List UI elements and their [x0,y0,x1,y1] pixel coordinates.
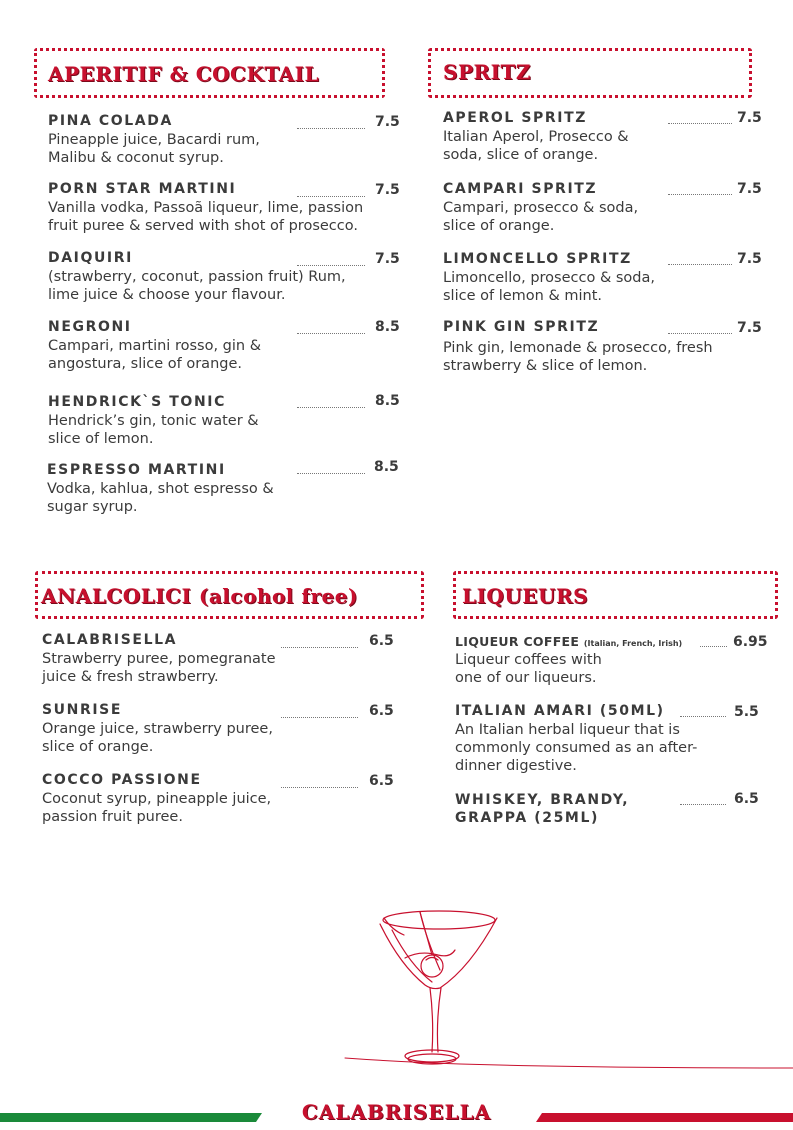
item-name: CALABRISELLA [42,632,178,648]
item-name-text: LIQUEUR COFFEE [455,634,580,649]
menu-item [443,110,743,164]
item-price: 6.5 [369,773,394,789]
leader-dots [297,407,365,408]
leader-dots [297,128,365,129]
item-name: PORN STAR MARTINI [48,181,237,197]
leader-dots [281,787,358,788]
item-description: Limoncello, prosecco & soda, slice of lemon & mint. [443,270,655,304]
item-price: 7.5 [375,182,400,198]
menu-item [443,251,743,305]
item-name: WHISKEY, BRANDY, GRAPPA (25ML) [455,792,630,826]
item-name: PINA COLADA [48,113,173,129]
leader-dots [281,717,358,718]
leader-dots [668,123,732,124]
item-description: Campari, martini rosso, gin & angostura, slice of orange. [48,338,261,372]
item-name: ESPRESSO MARTINI [47,462,226,478]
item-name: DAIQUIRI [48,250,133,266]
leader-dots [680,804,726,805]
leader-dots [297,196,365,197]
item-name: HENDRICK`S TONIC [48,394,226,410]
leader-dots [297,265,365,266]
menu-item [455,634,755,687]
aperitif-title: APERITIF & COCKTAIL [48,62,320,86]
leader-dots [668,264,732,265]
item-name: SUNRISE [42,702,123,718]
item-description: Orange juice, strawberry puree, slice of orange. [42,721,273,755]
menu-item [48,113,383,167]
item-price: 5.5 [734,704,759,720]
item-price: 8.5 [375,319,400,335]
item-price: 7.5 [737,110,762,126]
item-description: Vodka, kahlua, shot espresso & sugar syrup. [47,481,274,515]
menu-item [48,394,383,448]
menu-item [455,791,685,827]
item-name: PINK GIN SPRITZ [443,319,600,335]
leader-dots [668,194,732,195]
item-name: COCCO PASSIONE [42,772,202,788]
item-price: 7.5 [737,181,762,197]
item-description: (strawberry, coconut, passion fruit) Rum, lime juice & choose your flavour. [48,269,346,303]
item-price: 7.5 [737,251,762,267]
menu-item [42,772,387,826]
item-price: 6.5 [369,633,394,649]
item-price: 6.5 [369,703,394,719]
footer-brand: CALABRISELLA [301,1100,492,1124]
item-name: ITALIAN AMARI (50ML) [455,703,665,719]
item-description: Coconut syrup, pineapple juice, passion fruit puree. [42,791,272,825]
item-name: LIMONCELLO SPRITZ [443,251,632,267]
menu-item [48,250,383,304]
item-price: 6.95 [733,634,768,650]
leader-dots [297,333,365,334]
leader-dots [680,716,726,717]
item-description: Strawberry puree, pomegranate juice & fresh strawberry. [42,651,276,685]
leader-dots [297,473,365,474]
leader-dots [281,647,358,648]
item-description: Vanilla vodka, Passoã liqueur, lime, passion fruit puree & served with shot of prosecco. [48,200,364,234]
menu-item [443,319,743,375]
menu-item [455,703,755,775]
liqueurs-title: LIQUEURS [462,584,589,608]
item-description: Liqueur coffees with one of our liqueurs. [455,652,602,686]
item-name: CAMPARI SPRITZ [443,181,598,197]
item-description: Pineapple juice, Bacardi rum, Malibu & coconut syrup. [48,132,260,166]
spritz-title: SPRITZ [443,60,531,84]
menu-item [48,181,383,235]
menu-item [42,702,387,756]
item-description: Hendrick’s gin, tonic water & slice of lemon. [48,413,259,447]
menu-item [42,632,387,686]
item-description: An Italian herbal liqueur that is commonly consumed as an after-dinner digestive. [455,722,698,774]
item-description: Pink gin, lemonade & prosecco, fresh strawberry & slice of lemon. [443,340,713,374]
item-price: 7.5 [737,320,762,336]
item-price: 8.5 [374,459,399,475]
item-name: NEGRONI [48,319,132,335]
item-description: Campari, prosecco & soda, slice of orange. [443,200,639,234]
menu-item [443,181,743,235]
menu-item [47,462,382,516]
leader-dots [668,333,732,334]
item-name: APEROL SPRITZ [443,110,587,126]
item-price: 7.5 [375,114,400,130]
item-price: 6.5 [734,791,759,807]
item-price: 8.5 [375,393,400,409]
item-description: Italian Aperol, Prosecco & soda, slice of orange. [443,129,629,163]
menu-item [48,319,383,373]
item-price: 7.5 [375,251,400,267]
analcolici-title: ANALCOLICI (alcohol free) [41,584,358,608]
leader-dots [700,646,727,647]
item-note: (Italian, French, Irish) [583,639,683,648]
